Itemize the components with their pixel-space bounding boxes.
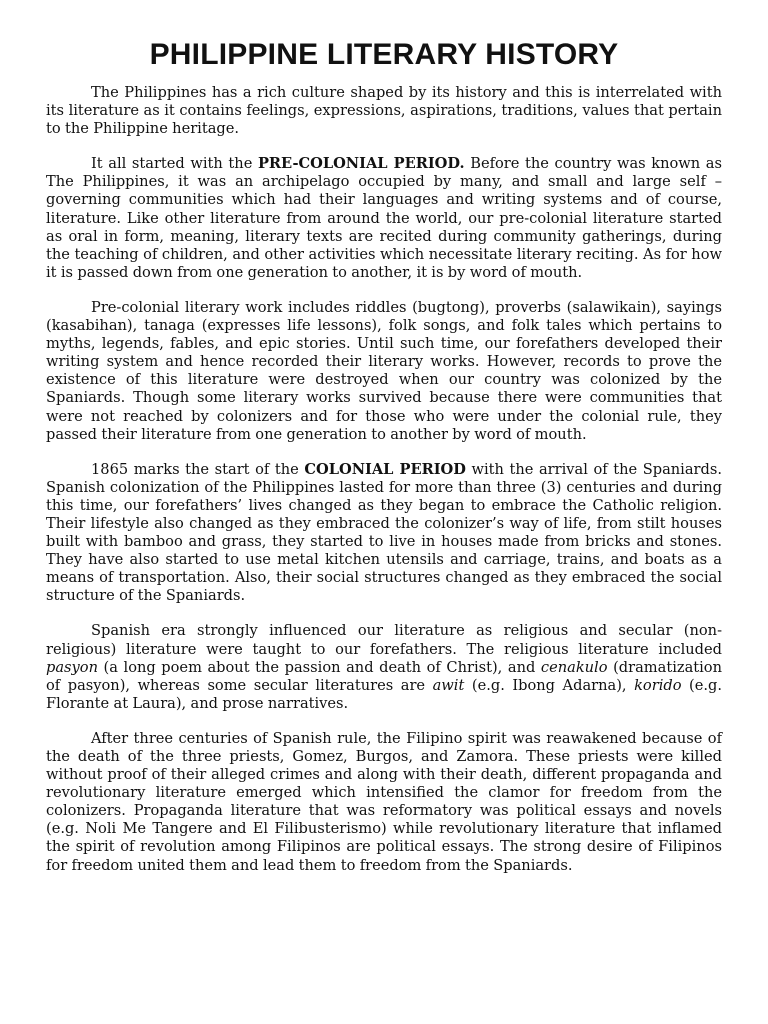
text-run: with the arrival of the Spaniards. Spanish colonization of the Philippines lasted for more than three (3) centuries and during this time, our forefathers’ lives changed as they began to embrace the Catholic religion. Their lifestyle also changed as they embraced the colonizer’s way of life, from stilt houses built with bamboo and grass, they started to live in houses made from bricks and stones. They have also started to use metal kitchen utensils and carriage, trains, and boats as a means of transportation. Also, their social structures changed as they embraced the social structure of the Spaniards.	[46, 460, 722, 605]
text-run: (e.g. Florante at Laura), and prose narratives.	[46, 676, 722, 712]
paragraph-intro: The Philippines has a rich culture shaped by its history and this is interrelated with its literature as it contains feelings, expressions, aspirations, traditions, values that pertain to the Philippine heritage.	[46, 84, 722, 138]
heading-colonial-period: COLONIAL PERIOD	[304, 460, 466, 478]
text-run: Before the country was known as The Philippines, it was an archipelago occupied by many, and small and large self – governing communities which had their languages and writing systems and of course, literature. Like other literature from around the world, our pre-colonial literature started as oral in form, meaning, literary texts are recited during community gatherings, during the teaching of children, and other activities which necessitate literary reciting. As for how it is passed down from one generation to another, it is by word of mouth.	[46, 155, 723, 281]
paragraph-revolution: After three centuries of Spanish rule, the Filipino spirit was reawakened because of the death of the three priests, Gomez, Burgos, and Zamora. These priests were killed without proof of their alleged crimes and along with their death, different propaganda and revolutionary literature emerged which intensified the clamor for freedom from the colonizers. Propaganda literature that was reformatory was political essays and novels (e.g. Noli Me Tangere and El Filibusterismo) while revolutionary literature that inflamed the spirit of revolution among Filipinos are political essays. The strong desire of Filipinos for freedom united them and lead them to freedom from the Spaniards.	[46, 729, 722, 874]
heading-pre-colonial-period: PRE-COLONIAL PERIOD.	[257, 155, 465, 173]
text-run: It all started with the	[91, 155, 258, 173]
text-run: (e.g. Ibong Adarna),	[464, 676, 635, 694]
paragraph-pre-colonial	[46, 155, 722, 282]
paragraph-pre-colonial-works: Pre-colonial literary work includes riddles (bugtong), proverbs (salawikain), sayings (kasabihan), tanaga (expresses life lessons), folk songs, and folk tales which pertains to myths, legends, fables, and epic stories. Until such time, our forefathers developed their writing system and hence recorded their literary works. However, records to prove the existence of this literature were destroyed when our country was colonized by the Spaniards. Though some literary works survived because there were communities that were not reached by colonizers and for those who were under the colonial rule, they passed their literature from one generation to another by word of mouth.	[46, 298, 722, 443]
paragraph-colonial	[46, 461, 722, 606]
term-cenakulo: cenakulo	[540, 658, 608, 676]
term-awit: awit	[432, 676, 465, 694]
term-korido: korido	[634, 676, 682, 694]
text-run: 1865 marks the start of the	[91, 460, 305, 478]
text-run: Spanish era strongly influenced our literature as religious and secular (non-religious) literature were taught to our forefathers. The religious literature included	[46, 622, 722, 658]
term-pasyon: pasyon	[46, 658, 98, 676]
document-title: PHILIPPINE LITERARY HISTORY	[149, 38, 619, 71]
text-run: (dramatization of pasyon), whereas some secular literatures are	[46, 658, 722, 694]
paragraph-spanish-era	[46, 622, 722, 712]
text-run: (a long poem about the passion and death of Christ), and	[97, 658, 541, 676]
